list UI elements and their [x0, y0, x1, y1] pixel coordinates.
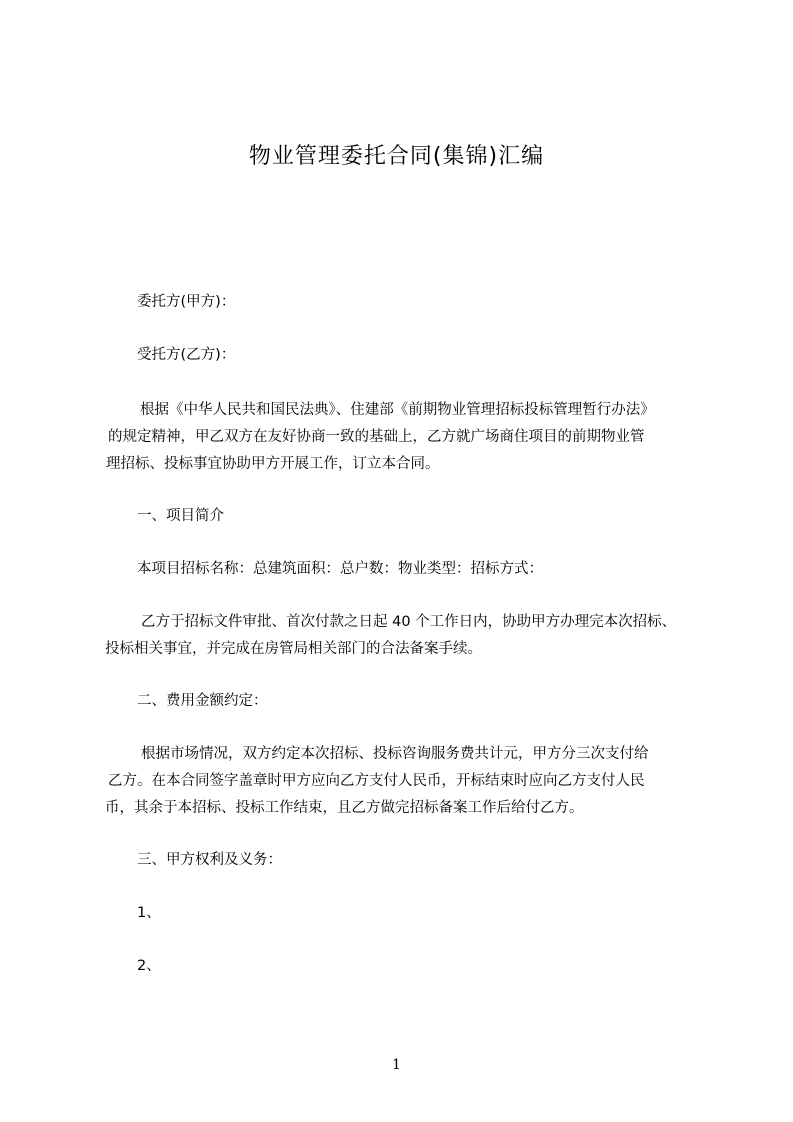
intro-line-1: 根据《中华人民共和国民法典》、住建部《前期物业管理招标投标管理暂行办法》 — [140, 402, 655, 418]
section-2-body-line-1: 根据市场情况，双方约定本次招标、投标咨询服务费共计元，甲方分三次支付给 — [141, 746, 649, 762]
party-a-label: 委托方(甲方)： — [137, 294, 236, 310]
section-2-body-line-3: 币，其余于本招标、投标工作结束，且乙方做完招标备案工作后给付乙方。 — [105, 800, 584, 816]
document-title: 物业管理委托合同(集锦)汇编 — [248, 144, 545, 169]
section-2-body-line-2: 乙方。在本合同签字盖章时甲方应向乙方支付人民币，开标结束时应向乙方支付人民 — [108, 773, 645, 789]
party-b-label: 受托方(乙方)： — [137, 347, 236, 363]
section-1-body-line-2: 投标相关事宜，并完成在房管局相关部门的合法备案手续。 — [105, 641, 482, 657]
intro-line-2: 的规定精神，甲乙双方在友好协商一致的基础上，乙方就广场商住项目的前期物业管 — [108, 429, 645, 445]
section-3-item-2: 2、 — [137, 958, 161, 974]
page-number: 1 — [392, 1057, 401, 1073]
section-1-heading: 一、项目简介 — [137, 508, 224, 524]
section-1-fields: 本项目招标名称：总建筑面积：总户数：物业类型：招标方式： — [137, 561, 543, 577]
intro-line-3: 理招标、投标事宜协助甲方开展工作，订立本合同。 — [106, 456, 440, 472]
section-3-heading: 三、甲方权利及义务： — [137, 852, 282, 868]
section-3-item-1: 1、 — [137, 905, 161, 921]
section-2-heading: 二、费用金额约定： — [137, 693, 268, 709]
section-1-body-line-1: 乙方于招标文件审批、首次付款之日起 40 个工作日内，协助甲方办理完本次招标、 — [141, 614, 677, 630]
